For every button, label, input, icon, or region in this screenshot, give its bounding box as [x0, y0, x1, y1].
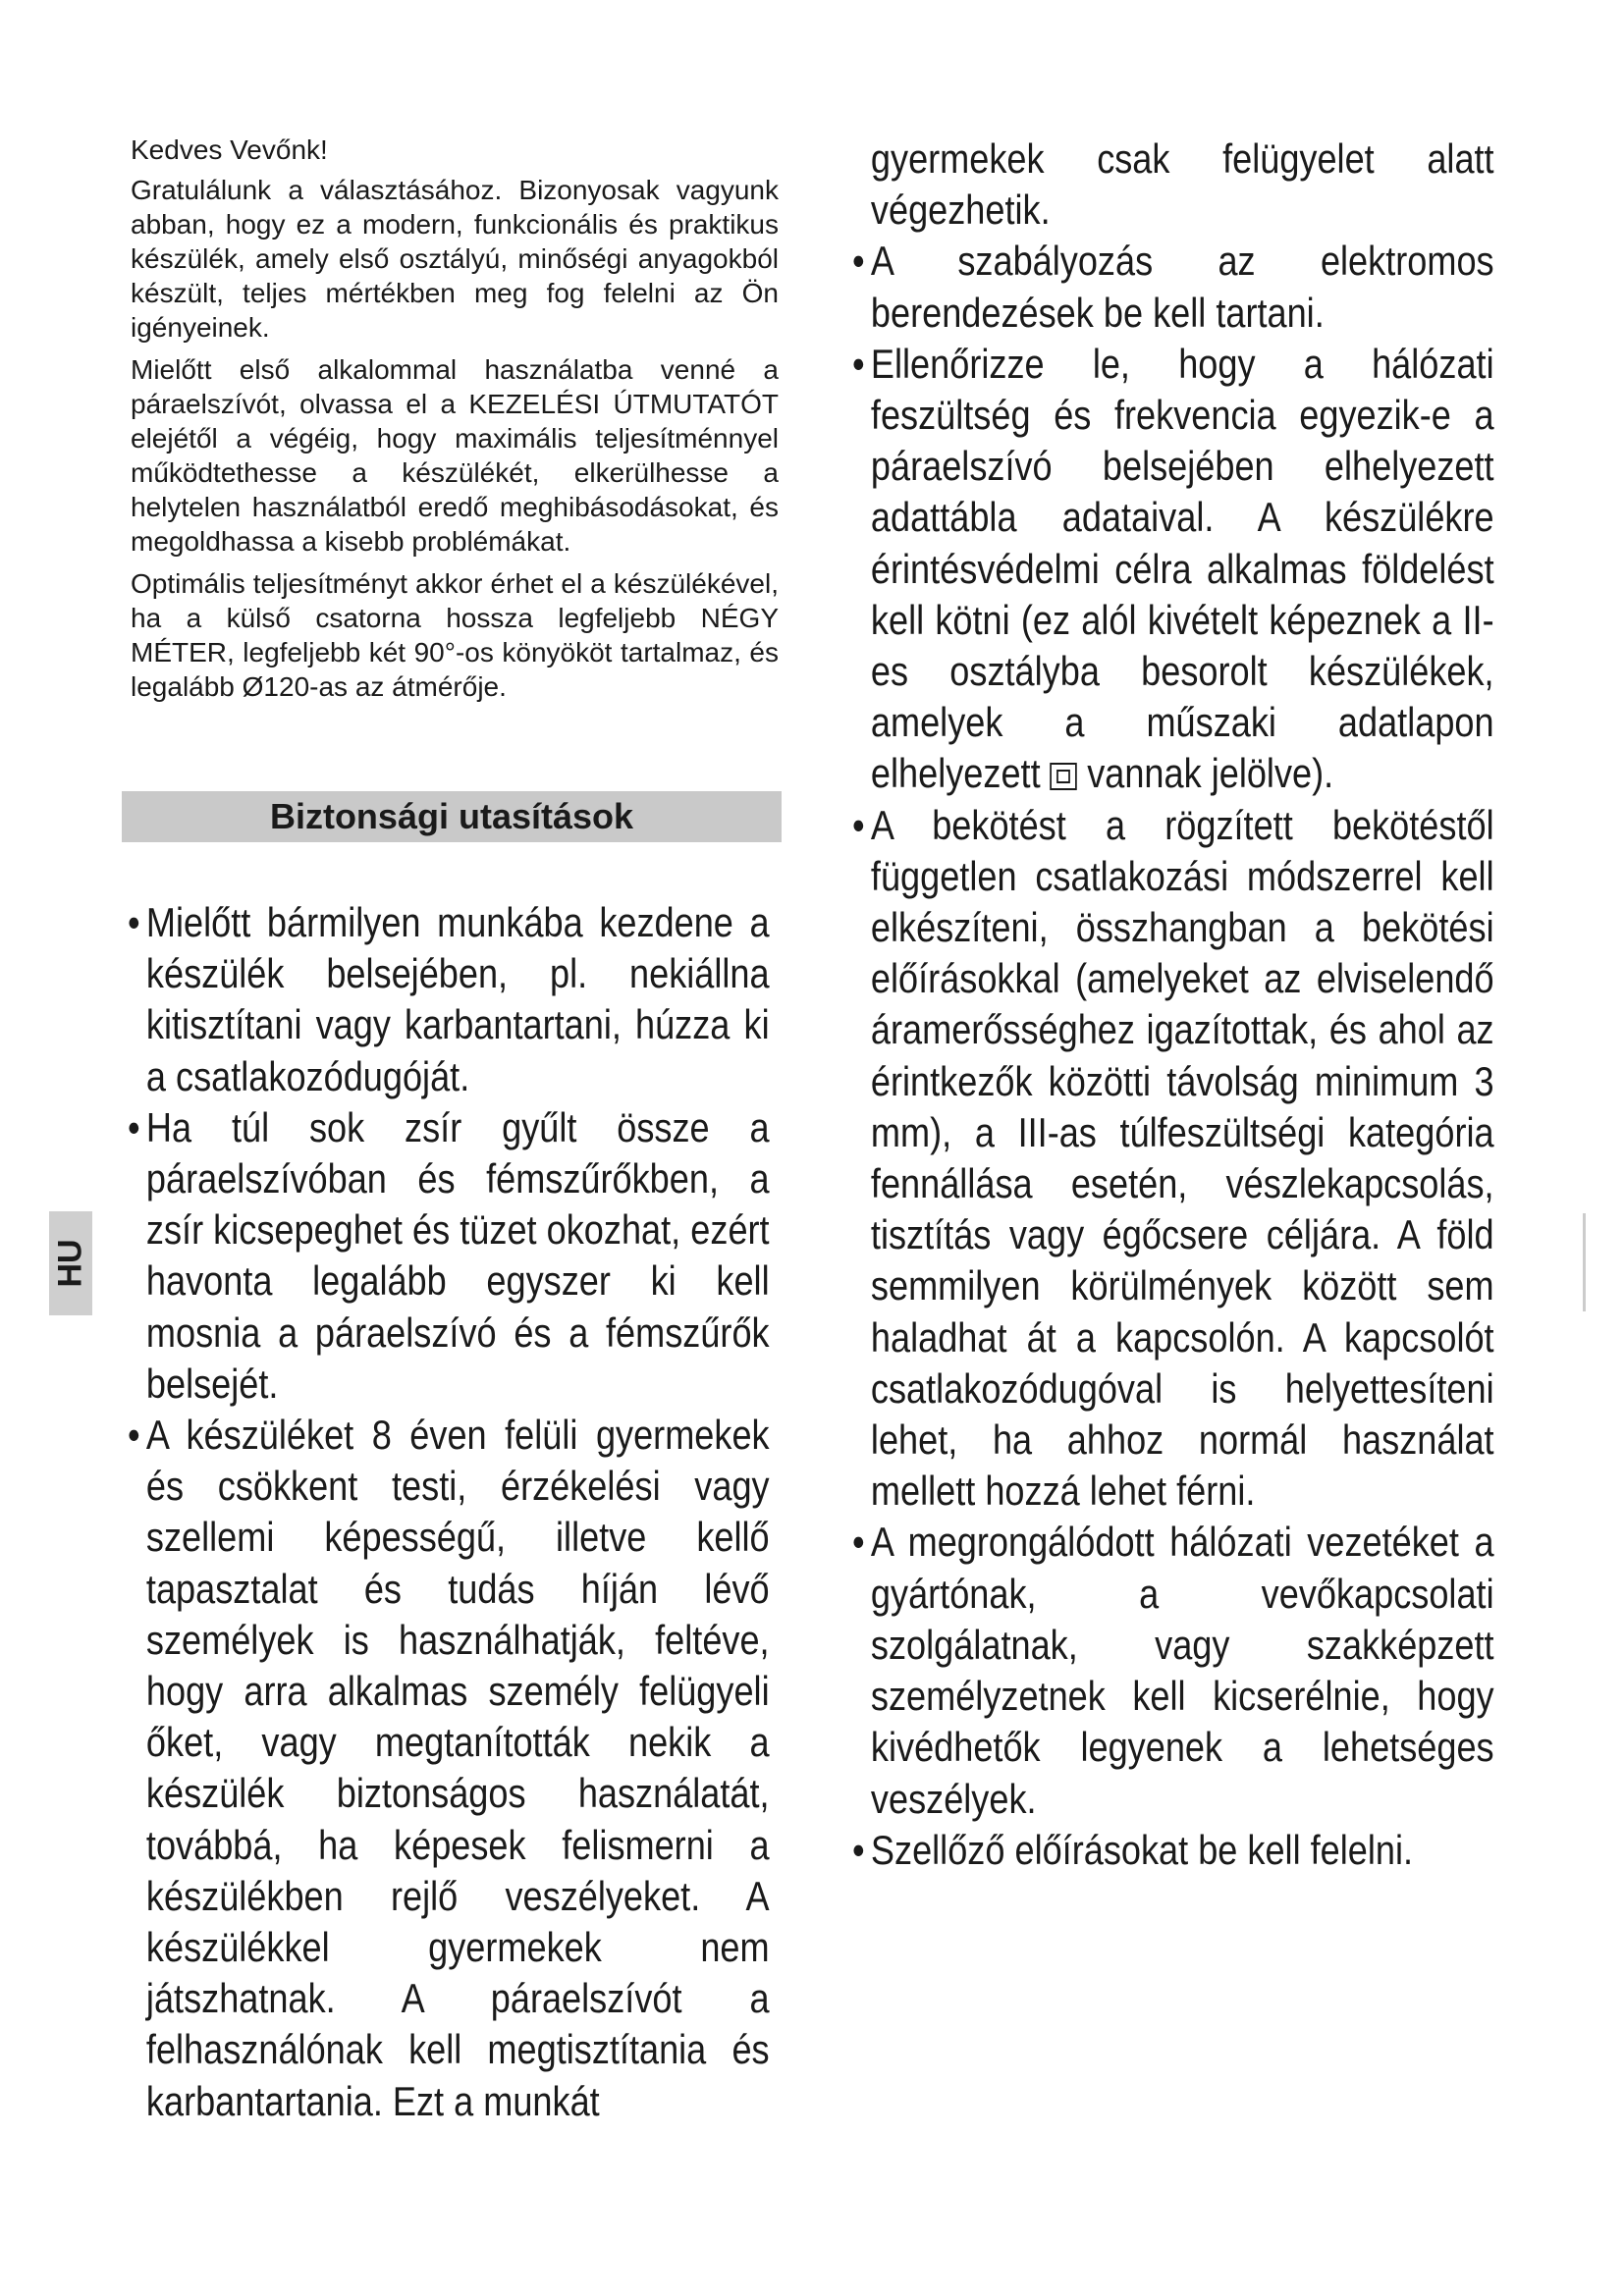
bullet-icon: • [852, 238, 865, 285]
intro-paragraph: Optimális teljesítményt akkor érhet el a készülékével, ha a külső csatorna hossza legfeljebb NÉGY MÉTER, legfeljebb két 90°-os könyököt tartalmaz, és legalább Ø120-as az átmérője. [131, 568, 779, 702]
safety-item-text: A szabályozás az elektromos berendezések be kell tartani. [870, 238, 1494, 336]
language-tab [49, 1211, 92, 1315]
language-tab-label: HU [51, 1239, 89, 1288]
greeting: Kedves Vevőnk! [131, 134, 328, 165]
bullet-icon: • [852, 1826, 865, 1873]
safety-item-text: Ellenőrizze le, hogy a hálózati feszültség és frekvencia egyezik-e a páraelszívó belsejében elhelyezett adattábla adataival. A készülékre érintésvédelmi célra alkalmas földelést kell kötni (ez alól kivételt képeznek a II-es osztályba besorolt készülékek, amelyek a műszaki adatlapon elhelyezett [870, 340, 1494, 797]
safety-item [852, 1517, 1494, 1824]
safety-item [128, 1410, 770, 2127]
bullet-icon: • [128, 1412, 140, 1459]
intro-paragraph: Gratulálunk a választásához. Bizonyosak vagyunk abban, hogy ez a modern, funkcionális és praktikus készülék, amely első osztályú, minőségi anyagokból készült, teljes mértékben meg fog felelni az Ön igényeinek. [131, 175, 779, 343]
safety-item [128, 1102, 770, 1410]
safety-item-text: A bekötést a rögzített bekötéstől független csatlakozási módszerrel kell elkészíteni, összhangban a bekötési előírásokkal (amelyeket az elviselendő áramerősséghez igazítottak, és ahol az érintkezők közötti távolság minimum 3 mm), a III-as túlfeszültségi kategória fennállása esetén, vészlekapcsolás, tisztítás vagy égőcsere céljára. A föld semmilyen körülmények között sem haladhat át a kapcsolón. A kapcsolót csatlakozódugóval is helyettesíteni lehet, ha ahhoz normál használat mellett hozzá lehet férni. [870, 801, 1494, 1515]
safety-item-text: A készüléket 8 éven felüli gyermekek és csökkent testi, érzékelési vagy szellemi képességű, illetve kellő tapasztalat és tudás híján lévő személyek is használhatják, feltéve, hogy arra alkalmas személy felügyeli őket, vagy megtanították nekik a készülék biztonságos használatát, továbbá, ha képesek felismerni a készülékben rejlő veszélyeket. A készülékkel gyermekek nem játszhatnak. A páraelszívót a felhasználónak kell megtisztítania és karbantartania. Ezt a munkát [145, 1412, 770, 2124]
safety-list-left [128, 897, 770, 2127]
section-title: Biztonsági utasítások [122, 791, 782, 842]
intro-section [131, 133, 779, 712]
continuation-text [852, 133, 1494, 236]
safety-item [852, 339, 1494, 800]
bullet-icon: • [852, 1519, 865, 1566]
bullet-icon: • [852, 801, 865, 848]
bullet-icon: • [128, 899, 140, 945]
safety-item [852, 236, 1494, 338]
intro-paragraph: Mielőtt első alkalommal használatba venné a páraelszívót, olvassa el a KEZELÉSI ÚTMUTATÓT elejétől a végéig, hogy maximális teljesítménnyel működtethesse a készülékét, elkerülhesse a helytelen használatból eredő meghibásodásokat, és megoldhassa a kisebb problémákat. [131, 354, 779, 557]
safety-item-text: Ha túl sok zsír gyűlt össze a páraelszívóban és fémszűrőkben, a zsír kicsepeghet és tüzet okozhat, ezért havonta legalább egyszer ki kell mosnia a páraelszívó és a fémszűrők belsejét. [145, 1103, 770, 1407]
safety-item-text: vannak jelölve). [1087, 750, 1334, 797]
safety-item-text: Mielőtt bármilyen munkába kezdene a készülék belsejében, pl. nekiállna kitisztítani vagy karbantartani, húzza ki a csatlakozódugóját. [145, 899, 770, 1099]
continuation-text-content: gyermekek csak felügyelet alatt végezhetik. [870, 135, 1494, 234]
double-insulation-icon [1051, 763, 1078, 790]
bullet-icon: • [128, 1103, 140, 1150]
safety-item-text: Szellőző előírásokat be kell felelni. [870, 1826, 1414, 1873]
margin-rule [1583, 1213, 1586, 1311]
safety-list-right [852, 133, 1494, 1876]
safety-item-text: A megrongálódott hálózati vezetéket a gyártónak, a vevőkapcsolati szolgálatnak, vagy szakképzett személyzetnek kell kicserélnie, hogy kivédhetők legyenek a lehetséges veszélyek. [870, 1519, 1494, 1822]
safety-item [852, 1825, 1494, 1876]
bullet-icon: • [852, 340, 865, 387]
safety-item [128, 897, 770, 1102]
safety-item [852, 800, 1494, 1518]
